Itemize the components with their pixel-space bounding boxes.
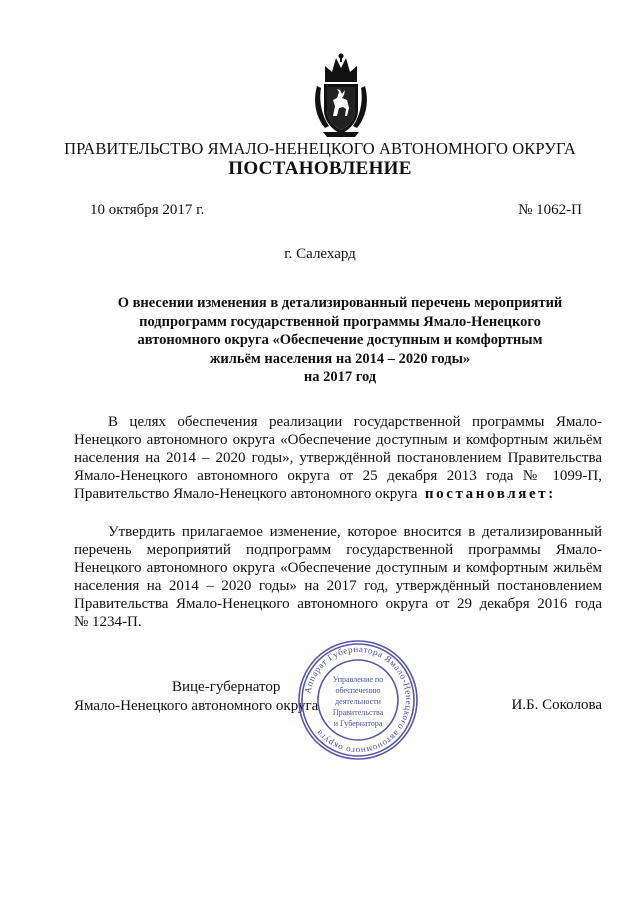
document-city: г. Салехард bbox=[284, 246, 356, 262]
paragraph-line: № 1234-П. bbox=[74, 614, 142, 630]
paragraph-line: В целях обеспечения реализации государственной программы Ямало- bbox=[108, 414, 602, 430]
paragraph-line: перечень мероприятий подпрограмм государственной программы Ямало- bbox=[74, 542, 602, 558]
heading-line: О внесении изменения в детализированный перечень мероприятий bbox=[117, 295, 563, 311]
paragraph-line: Ненецкого автономного округа «Обеспечение доступным и комфортным жильём bbox=[74, 432, 602, 448]
document-number: № 1062-П bbox=[518, 202, 582, 218]
signatory-title bbox=[74, 678, 334, 716]
stamp-ring-text: Аппарат Губернатора Ямало-Ненецкого автономного округа bbox=[302, 643, 415, 757]
stamp-center-line: Правительства bbox=[332, 708, 384, 717]
document-date: 10 октября 2017 г. bbox=[90, 202, 205, 218]
stamp-center-line: и Губернатора bbox=[333, 719, 383, 728]
paragraph-line: Ненецкого автономного округа «Обеспечение доступным и комфортным жильём bbox=[74, 560, 602, 576]
paragraph-line: Утвердить прилагаемое изменение, которое вносится в детализированный bbox=[108, 524, 602, 540]
heading-line: подпрограмм государственной программы Ямало-Ненецкого bbox=[139, 313, 541, 330]
resolution-paragraph bbox=[74, 523, 602, 631]
paragraph-line: Правительства Ямало-Ненецкого автономного округа от 29 декабря 2016 года bbox=[74, 596, 602, 612]
paragraph-line: населения на 2014 – 2020 годы», утверждённой постановлением Правительства bbox=[74, 450, 602, 466]
stamp-center-line: деятельности bbox=[335, 697, 381, 706]
official-stamp-icon bbox=[296, 638, 420, 762]
heading-line: жильём населения на 2014 – 2020 годы» bbox=[209, 350, 471, 367]
stamp-center-line: Управление по bbox=[332, 675, 384, 684]
paragraph-line: Ямало-Ненецкого автономного округа от 25 декабря 2013 года № 1099-П, bbox=[74, 468, 602, 484]
coat-of-arms-icon bbox=[311, 52, 371, 138]
document-heading bbox=[70, 294, 610, 387]
document-type: ПОСТАНОВЛЕНИЕ bbox=[228, 158, 412, 179]
heading-line: на 2017 год bbox=[303, 369, 377, 385]
resolution-subject: Правительство Ямало-Ненецкого автономного округа bbox=[74, 486, 418, 502]
signatory-name: И.Б. Соколова bbox=[511, 697, 602, 713]
preamble-paragraph bbox=[74, 413, 602, 503]
paragraph-line bbox=[74, 485, 602, 503]
signatory-position: Вице-губернатор bbox=[172, 679, 281, 695]
government-title: ПРАВИТЕЛЬСТВО ЯМАЛО-НЕНЕЦКОГО АВТОНОМНОГО ОКРУГА bbox=[64, 139, 576, 158]
resolution-keyword: постановляет: bbox=[424, 486, 556, 502]
heading-line: автономного округа «Обеспечение доступным и комфортным bbox=[137, 332, 543, 348]
signatory-organization: Ямало-Ненецкого автономного округа bbox=[74, 698, 319, 714]
stamp-center-line: обеспечению bbox=[335, 686, 381, 695]
paragraph-line: населения на 2014 – 2020 годы» на 2017 год, утверждённый постановлением bbox=[74, 578, 602, 594]
